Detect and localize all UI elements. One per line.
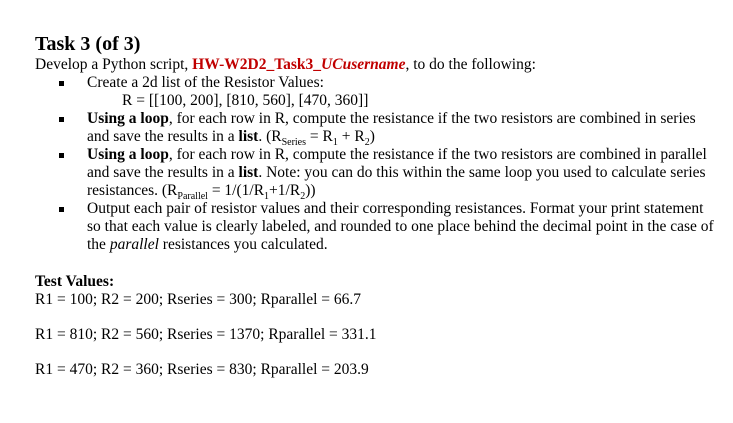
text-part: . (R <box>258 128 282 145</box>
test-value-row: R1 = 470; R2 = 360; Rseries = 830; Rparallel = 203.9 <box>35 361 369 378</box>
test-value-row: R1 = 100; R2 = 200; Rseries = 300; Rparallel = 66.7 <box>35 291 361 308</box>
text-part: , for each row in R, compute the resistance if the two resistors are combined in series and save the results in a <box>87 110 696 145</box>
subscript: 1 <box>264 191 270 203</box>
list-item-parallel <box>35 146 715 203</box>
text-part: = R <box>306 128 333 145</box>
text-part: ) <box>369 128 375 145</box>
script-name <box>192 56 405 73</box>
text-part: + R <box>337 128 365 145</box>
subscript: 2 <box>364 137 370 149</box>
list-item-output <box>35 200 715 254</box>
test-values-section <box>35 273 715 379</box>
subscript: Series <box>281 137 307 149</box>
list-item-text: Create a 2d list of the Resistor Values: <box>87 74 324 91</box>
bold-lead: Using a loop <box>87 146 169 163</box>
subscript: 1 <box>332 137 338 149</box>
script-name-main: HW-W2D2_Task3_ <box>192 56 322 73</box>
resistor-equation: R = [[100, 200], [810, 560], [470, 360]] <box>122 92 369 109</box>
square-bullet-icon <box>59 207 64 212</box>
bold-list: list <box>238 128 259 145</box>
square-bullet-icon <box>59 117 64 122</box>
subscript: Parallel <box>177 191 208 203</box>
text-part: . Note: you can do this within the same loop you used to calculate series resistances. (R <box>87 164 706 199</box>
task-title: Task 3 (of 3) <box>35 33 141 55</box>
bold-lead: Using a loop <box>87 110 169 127</box>
square-bullet-icon <box>59 81 64 86</box>
intro-suffix: , to do the following: <box>405 56 536 73</box>
text-part: resistances you calculated. <box>158 236 328 253</box>
instruction-list <box>35 74 715 92</box>
document-page <box>35 33 715 379</box>
text-part: Output each pair of resistor values and their corresponding resistances. Format your print statement so that each value is clearly labeled, and rounded to one place behind the decimal point in the case of the <box>87 200 714 253</box>
bold-list: list <box>238 164 259 181</box>
text-part: +1/R <box>269 182 301 199</box>
subscript: 2 <box>300 191 306 203</box>
instruction-list-continued <box>35 110 715 254</box>
list-item-series <box>35 110 715 149</box>
italic-parallel: parallel <box>109 236 159 253</box>
intro-paragraph <box>35 56 715 74</box>
text-part: , for each row in R, compute the resistance if the two resistors are combined in parallel and save the results in a <box>87 146 707 181</box>
test-value-row: R1 = 810; R2 = 560; Rseries = 1370; Rparallel = 331.1 <box>35 326 377 343</box>
square-bullet-icon <box>59 153 64 158</box>
text-part: )) <box>305 182 316 199</box>
text-part: = 1/(1/R <box>207 182 265 199</box>
test-values-heading: Test Values: <box>35 273 115 290</box>
list-item-create-list <box>35 74 715 92</box>
intro-prefix: Develop a Python script, <box>35 56 193 73</box>
script-name-italic: UCusername <box>321 56 406 73</box>
